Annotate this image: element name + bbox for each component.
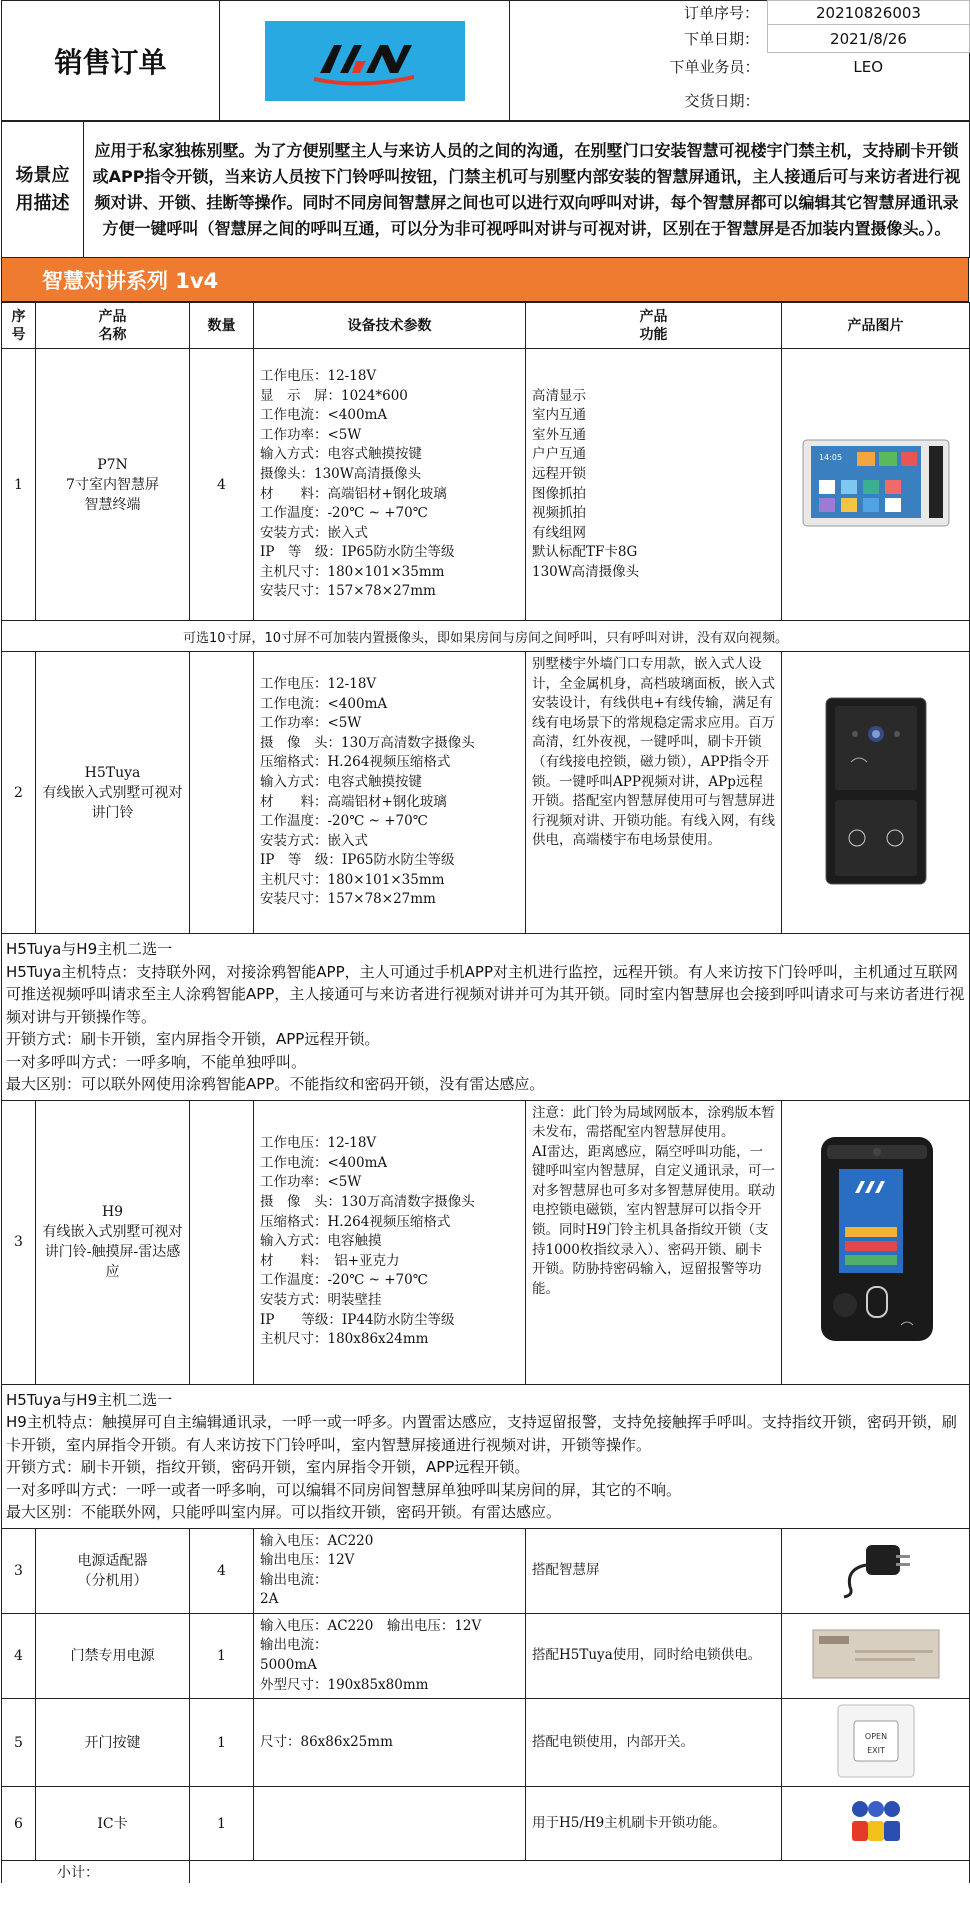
item-seq: 6 [2, 1787, 36, 1861]
series-title: 智慧对讲系列 1v4 [1, 258, 969, 302]
col-header-seq: 序号 [2, 303, 36, 349]
table-row [2, 652, 970, 934]
order-date-value: 2021/8/26 [768, 25, 970, 53]
col-header-func: 产品功能 [526, 303, 782, 349]
item-image [782, 349, 970, 621]
note-10inch: 可选10寸屏，10寸屏不可加装内置摄像头，即如果房间与房间之间呼叫，只有呼叫对讲，没有双向视频。 [2, 621, 970, 652]
item-qty: 1 [190, 1787, 254, 1861]
scenario-section [1, 121, 970, 258]
logo-cell [220, 1, 510, 121]
table-row [2, 1613, 970, 1698]
item-qty: 4 [190, 349, 254, 621]
item-image [782, 1699, 970, 1787]
item-qty [190, 1100, 254, 1384]
item-seq: 3 [2, 1528, 36, 1613]
info-h5: H5Tuya与H9主机二选一 H5Tuya主机特点：支持联外网，对接涂鸦智能APP，主人可通过手机APP对主机进行监控，远程开锁。有人来访按下门铃呼叫，主机通过互联网可推送视频呼叫请求至主人涂鸦智能APP，主人接通可与来访者进行视频对讲并可为其开锁。同时室内智慧屏也会接到呼叫请求可与来访者进行视频对讲与开锁操作等。 开锁方式：刷卡开锁，室内屏指令开锁，APP远程开锁。 一对多呼叫方式：一呼多响，不能单独呼叫。 最大区别：可以联外网使用涂鸦智能APP。不能指纹和密码开锁，没有雷达感应。 [2, 934, 970, 1101]
item-spec: 尺寸：86x86x25mm [254, 1699, 526, 1787]
item-seq: 2 [2, 652, 36, 934]
item-name: IC卡 [36, 1787, 190, 1861]
item-seq: 1 [2, 349, 36, 621]
col-header-image: 产品图片 [782, 303, 970, 349]
item-spec: 输入电压：AC220 输出电压：12V 输出电流： 2A [254, 1528, 526, 1613]
subtotal-value [190, 1861, 970, 1883]
item-name: 开门按键 [36, 1699, 190, 1787]
brand-logo [265, 21, 465, 101]
item-spec: 工作电压：12-18V 显 示 屏：1024*600 工作电流：<400mA 工作功率：<5W 输入方式：电容式触摸按键 摄像头：130W高清摄像头 材 料：高端铝材+钢化玻璃 工作温度：-20℃ ~ +70℃ 安装方式：嵌入式 IP 等 级：IP65防水防尘等级 主机尺寸：180×101×35mm 安装尺寸：157×78×27mm [254, 349, 526, 621]
item-func: 搭配智慧屏 [526, 1528, 782, 1613]
item-func: 别墅楼宇外墙门口专用款，嵌入式人设计，全金属机身，高档玻璃面板，嵌入式安装设计，有线供电+有线传输，满足有线有电场景下的常规稳定需求应用。百万高清，红外夜视，一键呼叫，刷卡开锁（有线接电控锁，磁力锁），APP指令开锁。一键呼叫APP视频对讲，APp远程开锁。搭配室内智慧屏使用可与智慧屏进行视频对讲、开锁功能。有线入网，有线供电，高端楼宇布电场景使用。 [526, 652, 782, 934]
item-qty: 1 [190, 1699, 254, 1787]
item-name: H9 有线嵌入式别墅可视对讲门铃-触摸屏-雷达感应 [36, 1100, 190, 1384]
exit-button-open-text: OPEN [864, 1731, 887, 1741]
salesman-label: 下单业务员： [669, 58, 760, 76]
table-row [2, 1787, 970, 1861]
subtotal-label: 小计： [2, 1861, 190, 1883]
order-no-label: 订单序号： [683, 4, 759, 23]
item-qty: 1 [190, 1613, 254, 1698]
info-h5-row [2, 934, 970, 1101]
doorbell-h5-image [821, 696, 931, 886]
delivery-date-value [768, 81, 970, 121]
col-header-qty: 数量 [190, 303, 254, 349]
item-image [782, 1528, 970, 1613]
item-qty: 4 [190, 1528, 254, 1613]
screen-clock-text: 14:05 [818, 452, 842, 462]
smart-screen-image [801, 438, 951, 528]
order-header [1, 0, 970, 121]
power-adapter-image [836, 1539, 916, 1599]
info-h9-row [2, 1384, 970, 1528]
scenario-text: 应用于私家独栋别墅。为了方便别墅主人与来访人员的之间的沟通，在别墅门口安装智慧可视楼宇门禁主机，支持刷卡开锁或APP指令开锁，当来访人员按下门铃呼叫按钮，门禁主机可与别墅内部安装的智慧屏通讯，主人接通后可与来访者进行视频对讲、开锁、挂断等操作。同时不同房间智慧屏之间也可以进行双向呼叫对讲，每个智慧屏都可以编辑其它智慧屏通讯录方便一键呼叫（智慧屏之间的呼叫互通，可以分为非可视呼叫对讲与可视对讲，区别在于智慧屏是否加装内置摄像头。）。 [84, 122, 970, 258]
table-row [2, 1100, 970, 1384]
doorbell-h9-image [811, 1135, 941, 1345]
delivery-date-label: 交货日期： [684, 91, 760, 110]
scenario-label: 场景应用描述 [2, 122, 84, 258]
item-spec: 工作电压：12-18V 工作电流：<400mA 工作功率：<5W 摄 像 头：130万高清数字摄像头 压缩格式：H.264视频压缩格式 输入方式：电容触摸 材 料： 铝+亚克力 工作温度：-20℃ ~ +70℃ 安装方式：明装壁挂 IP 等级：IP44防水防尘等级 主机尺寸：180x86x24mm [254, 1100, 526, 1384]
order-no-value: 20210826003 [768, 1, 970, 25]
subtotal-row [2, 1861, 970, 1883]
item-func: 注意：此门铃为局域网版本，涂鸦版本暂未发布，需搭配室内智慧屏使用。 AI雷达，距离感应，隔空呼叫功能，一键呼叫室内智慧屏，自定义通讯录，可一对多智慧屏也可多对多智慧屏使用。联动电控锁电磁锁，室内智慧屏可以指令开锁。同时H9门铃主机具备指纹开锁（支持1000枚指纹录入）、密码开锁、刷卡开锁。防胁持密码输入，逗留报警等功能。 [526, 1100, 782, 1384]
order-date-label: 下单日期： [683, 30, 759, 48]
note-10inch-row [2, 621, 970, 652]
access-power-image [811, 1626, 941, 1682]
table-header-row [2, 303, 970, 349]
col-header-spec: 设备技术参数 [254, 303, 526, 349]
page-title: 销售订单 [2, 1, 220, 121]
table-row [2, 1528, 970, 1613]
exit-button-image [836, 1703, 916, 1779]
item-func: 搭配电锁使用，内部开关。 [526, 1699, 782, 1787]
item-image [782, 1787, 970, 1861]
item-name: H5Tuya 有线嵌入式别墅可视对讲门铃 [36, 652, 190, 934]
item-image [782, 1100, 970, 1384]
product-table [1, 302, 970, 1883]
sales-order-sheet [1, 0, 969, 1883]
col-header-name: 产品名称 [36, 303, 190, 349]
item-seq: 4 [2, 1613, 36, 1698]
item-name: 门禁专用电源 [36, 1613, 190, 1698]
ic-card-image [846, 1797, 906, 1847]
item-func: 高清显示 室内互通 室外互通 户户互通 远程开锁 图像抓拍 视频抓拍 有线组网 默认标配TF卡8G 130W高清摄像头 [526, 349, 782, 621]
exit-button-exit-text: EXIT [866, 1745, 885, 1755]
item-name: P7N 7寸室内智慧屏 智慧终端 [36, 349, 190, 621]
item-spec [254, 1787, 526, 1861]
table-row [2, 1699, 970, 1787]
item-seq: 5 [2, 1699, 36, 1787]
item-qty [190, 652, 254, 934]
item-func: 搭配H5Tuya使用，同时给电锁供电。 [526, 1613, 782, 1698]
item-seq: 3 [2, 1100, 36, 1384]
item-image [782, 1613, 970, 1698]
item-name: 电源适配器 （分机用） [36, 1528, 190, 1613]
table-row [2, 349, 970, 621]
item-image [782, 652, 970, 934]
brand-logo-icon [310, 31, 420, 91]
item-spec: 工作电压：12-18V 工作电流：<400mA 工作功率：<5W 摄 像 头：130万高清数字摄像头 压缩格式：H.264视频压缩格式 输入方式：电容式触摸按键 材 料：高端铝材+钢化玻璃 工作温度：-20℃ ~ +70℃ 安装方式：嵌入式 IP 等 级：IP65防水防尘等级 主机尺寸：180×101×35mm 安装尺寸：157×78×27mm [254, 652, 526, 934]
item-func: 用于H5/H9主机刷卡开锁功能。 [526, 1787, 782, 1861]
item-spec: 输入电压：AC220 输出电压：12V 输出电流： 5000mA 外型尺寸：190x85x80mm [254, 1613, 526, 1698]
salesman-value: LEO [853, 57, 884, 76]
info-h9: H5Tuya与H9主机二选一 H9主机特点：触摸屏可自主编辑通讯录，一呼一或一呼多。内置雷达感应，支持逗留报警，支持免接触挥手呼叫。支持指纹开锁，密码开锁，刷卡开锁，室内屏指令开锁。有人来访按下门铃呼叫，室内智慧屏接通进行视频对讲，开锁等操作。 开锁方式：刷卡开锁，指纹开锁，密码开锁，室内屏指令开锁，APP远程开锁。 一对多呼叫方式：一呼一或者一呼多响，可以编辑不同房间智慧屏单独呼叫某房间的屏，其它的不响。 最大区别：不能联外网，只能呼叫室内屏。可以指纹开锁，密码开锁。有雷达感应。 [2, 1384, 970, 1528]
